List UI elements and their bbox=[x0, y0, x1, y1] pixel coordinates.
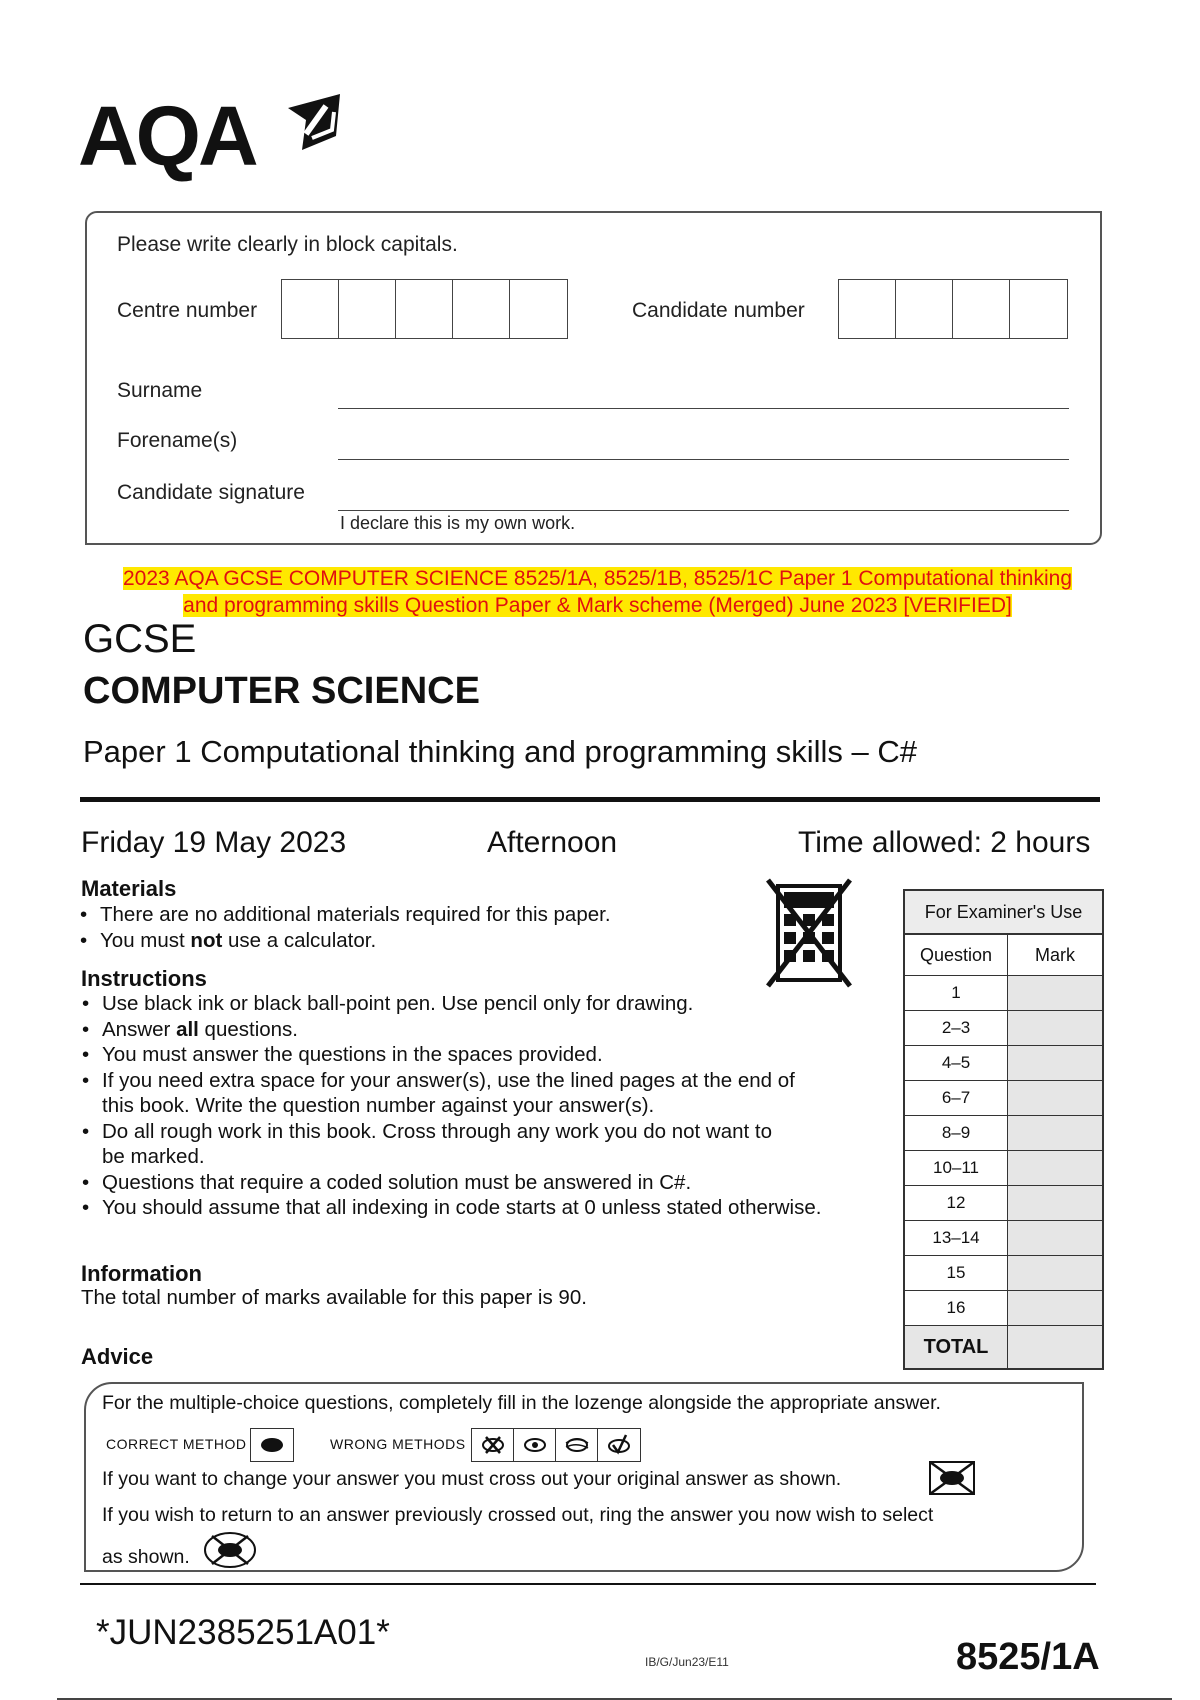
list-item: • Do all rough work in this book. Cross through any work you do not want to be marked. bbox=[80, 1119, 792, 1170]
advice-line-4: as shown. bbox=[102, 1546, 190, 1568]
barcode-text: *JUN2385251A01* bbox=[96, 1613, 390, 1652]
candidate-number-label: Candidate number bbox=[632, 299, 805, 322]
question-cell: 13–14 bbox=[905, 1221, 1008, 1255]
table-row bbox=[905, 1116, 1102, 1151]
advice-box bbox=[84, 1382, 1084, 1572]
total-row bbox=[905, 1326, 1102, 1368]
total-mark-cell bbox=[1008, 1326, 1102, 1368]
list-item: • Use black ink or black ball-point pen. Use pencil only for drawing. bbox=[80, 991, 830, 1017]
table-row bbox=[905, 1221, 1102, 1256]
table-row bbox=[905, 1046, 1102, 1081]
crossed-out-answer-icon bbox=[928, 1460, 976, 1496]
question-cell: 12 bbox=[905, 1186, 1008, 1220]
advice-line-1: For the multiple-choice questions, completely fill in the lozenge alongside the appropriate answer. bbox=[102, 1392, 941, 1414]
centre-digit-box[interactable] bbox=[396, 280, 453, 338]
scribbled-lozenge-icon bbox=[562, 1434, 592, 1456]
paper-title: Paper 1 Computational thinking and programming skills – C# bbox=[83, 734, 917, 769]
mark-cell bbox=[1008, 976, 1102, 1010]
list-item: • You must not use a calculator. bbox=[78, 928, 718, 954]
wrong-methods-examples bbox=[471, 1428, 641, 1462]
question-cell: 16 bbox=[905, 1291, 1008, 1325]
ticked-lozenge-icon bbox=[604, 1434, 634, 1456]
logo-text: AQA bbox=[78, 89, 256, 183]
surname-line[interactable] bbox=[338, 408, 1069, 409]
table-row bbox=[905, 1256, 1102, 1291]
banner-line-1: 2023 AQA GCSE COMPUTER SCIENCE 8525/1A, 8525/1B, 8525/1C Paper 1 Computational thinking bbox=[122, 567, 1072, 590]
mark-cell bbox=[1008, 1221, 1102, 1255]
question-cell: 10–11 bbox=[905, 1151, 1008, 1185]
highlighted-title bbox=[90, 565, 1105, 619]
wrong-methods-label: WRONG METHODS bbox=[330, 1436, 466, 1452]
time-allowed: Time allowed: 2 hours bbox=[798, 826, 1091, 859]
aqa-logo bbox=[78, 86, 348, 186]
exam-date: Friday 19 May 2023 bbox=[81, 826, 347, 859]
list-item: • Answer all questions. bbox=[80, 1017, 830, 1043]
table-header-row bbox=[905, 935, 1102, 976]
mark-cell bbox=[1008, 1186, 1102, 1220]
materials-heading: Materials bbox=[81, 876, 177, 901]
block-capitals-instruction: Please write clearly in block capitals. bbox=[117, 233, 458, 256]
list-item: • You must answer the questions in the spaces provided. bbox=[80, 1042, 830, 1068]
instructions-list bbox=[80, 991, 830, 1221]
mark-cell bbox=[1008, 1256, 1102, 1290]
table-row bbox=[905, 976, 1102, 1011]
information-text: The total number of marks available for this paper is 90. bbox=[81, 1286, 587, 1309]
exam-session: Afternoon bbox=[487, 826, 618, 859]
ringed-answer-icon bbox=[202, 1530, 258, 1570]
question-cell: 4–5 bbox=[905, 1046, 1008, 1080]
signature-label: Candidate signature bbox=[117, 481, 305, 504]
divider bbox=[80, 797, 1100, 802]
mark-cell bbox=[1008, 1046, 1102, 1080]
paper-code: 8525/1A bbox=[956, 1636, 1100, 1678]
table-row bbox=[905, 1081, 1102, 1116]
subject-title: COMPUTER SCIENCE bbox=[83, 670, 480, 712]
qualification: GCSE bbox=[83, 617, 197, 661]
correct-method-label: CORRECT METHOD bbox=[106, 1436, 247, 1452]
table-row bbox=[905, 1151, 1102, 1186]
advice-line-3: If you wish to return to an answer previously crossed out, ring the answer you now wish to select bbox=[102, 1504, 934, 1526]
no-calculator-icon bbox=[766, 878, 852, 988]
information-heading: Information bbox=[81, 1261, 202, 1286]
footer-divider bbox=[80, 1583, 1096, 1585]
examiner-title: For Examiner's Use bbox=[905, 891, 1102, 935]
question-cell: 6–7 bbox=[905, 1081, 1008, 1115]
mark-cell bbox=[1008, 1081, 1102, 1115]
table-row bbox=[905, 1011, 1102, 1046]
table-row bbox=[905, 1186, 1102, 1221]
question-cell: 8–9 bbox=[905, 1116, 1008, 1150]
centre-digit-box[interactable] bbox=[510, 280, 567, 338]
mark-column-header: Mark bbox=[1008, 935, 1102, 975]
candidate-number-boxes[interactable] bbox=[838, 279, 1068, 339]
list-item: • Questions that require a coded solution must be answered in C#. bbox=[80, 1170, 830, 1196]
list-item: • You should assume that all indexing in code starts at 0 unless stated otherwise. bbox=[80, 1195, 830, 1221]
centre-number-label: Centre number bbox=[117, 299, 258, 322]
advice-line-2: If you want to change your answer you must cross out your original answer as shown. bbox=[102, 1468, 842, 1490]
centre-number-boxes[interactable] bbox=[281, 279, 568, 339]
instructions-heading: Instructions bbox=[81, 966, 207, 991]
question-cell: 1 bbox=[905, 976, 1008, 1010]
question-cell: 15 bbox=[905, 1256, 1008, 1290]
candidate-digit-box[interactable] bbox=[953, 280, 1010, 338]
forenames-label: Forename(s) bbox=[117, 429, 238, 452]
mark-cell bbox=[1008, 1291, 1102, 1325]
dotted-lozenge-icon bbox=[520, 1434, 550, 1456]
forenames-line[interactable] bbox=[338, 459, 1069, 460]
correct-method-example bbox=[250, 1428, 294, 1462]
question-cell: 2–3 bbox=[905, 1011, 1008, 1045]
surname-label: Surname bbox=[117, 379, 203, 402]
reference-code: IB/G/Jun23/E11 bbox=[645, 1655, 729, 1669]
advice-heading: Advice bbox=[81, 1344, 154, 1369]
declaration-text: I declare this is my own work. bbox=[340, 513, 576, 533]
list-item: • There are no additional materials required for this paper. bbox=[78, 902, 718, 928]
centre-digit-box[interactable] bbox=[282, 280, 339, 338]
question-column-header: Question bbox=[905, 935, 1008, 975]
candidate-digit-box[interactable] bbox=[1010, 280, 1067, 338]
total-label: TOTAL bbox=[905, 1326, 1008, 1368]
mark-cell bbox=[1008, 1116, 1102, 1150]
mark-cell bbox=[1008, 1151, 1102, 1185]
candidate-digit-box[interactable] bbox=[839, 280, 896, 338]
centre-digit-box[interactable] bbox=[453, 280, 510, 338]
table-row bbox=[905, 1291, 1102, 1326]
candidate-details-box bbox=[85, 211, 1102, 545]
materials-list bbox=[78, 902, 718, 953]
examiner-table bbox=[903, 889, 1104, 1370]
crossed-lozenge-icon bbox=[478, 1434, 508, 1456]
mark-cell bbox=[1008, 1011, 1102, 1045]
signature-line[interactable] bbox=[338, 510, 1069, 511]
list-item: • If you need extra space for your answer(s), use the lined pages at the end of this book. Write the question number against your answer(s). bbox=[80, 1068, 822, 1119]
leaf-icon bbox=[282, 90, 346, 154]
centre-digit-box[interactable] bbox=[339, 280, 396, 338]
filled-lozenge-icon bbox=[257, 1435, 287, 1455]
candidate-digit-box[interactable] bbox=[896, 280, 953, 338]
banner-line-2: and programming skills Question Paper & Mark scheme (Merged) June 2023 [VERIFIED] bbox=[183, 594, 1012, 617]
